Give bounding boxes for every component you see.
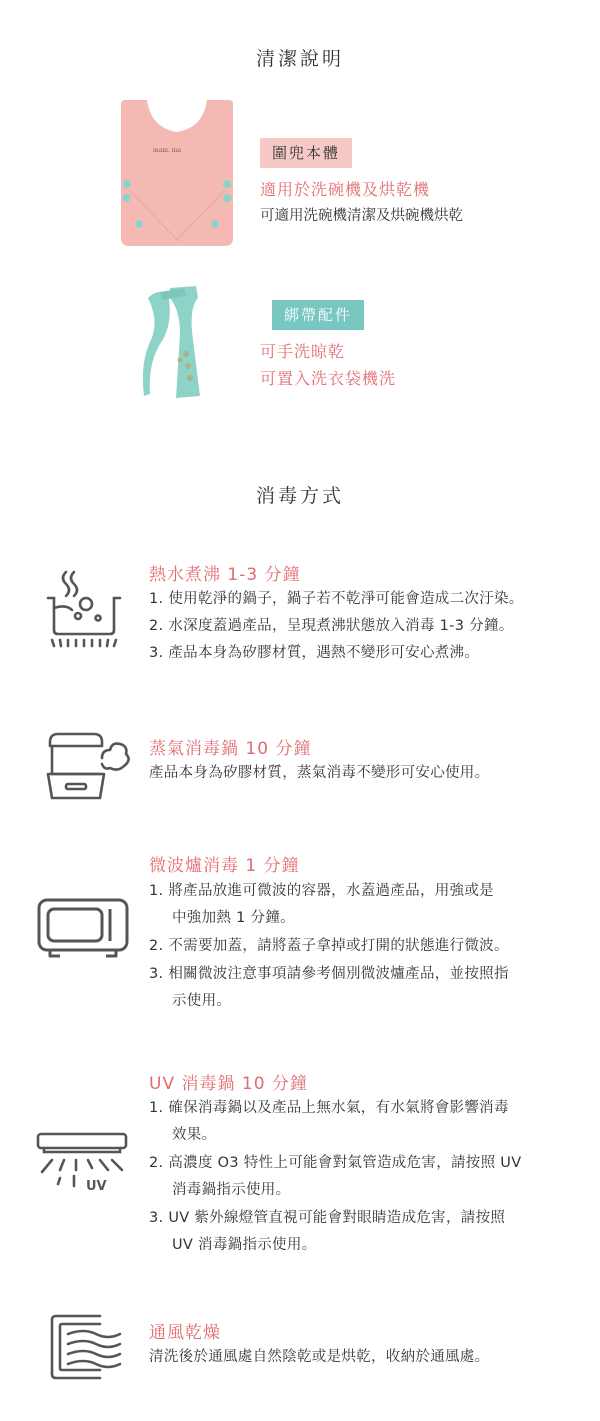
uv-icon-label: UV (86, 1179, 107, 1194)
bib-highlight: 適用於洗碗機及烘乾機 (260, 180, 431, 199)
method-boiling-line-3: 3. 產品本身為矽膠材質，遇熱不變形可安心煮沸。 (149, 645, 480, 661)
method-boiling-line-1: 1. 使用乾淨的鍋子，鍋子若不乾淨可能會造成二次汙染。 (149, 591, 524, 607)
method-uv-line-6: UV 消毒鍋指示使用。 (172, 1237, 317, 1253)
method-uv-line-2: 效果。 (172, 1127, 217, 1143)
method-boiling-line-2: 2. 水深度蓋過產品，呈現煮沸狀態放入消毒 1-3 分鐘。 (149, 618, 514, 634)
method-uv-line-1: 1. 確保消毒鍋以及產品上無水氣，有水氣將會影響消毒 (149, 1100, 509, 1116)
method-ventilation-title: 通風乾燥 (149, 1323, 221, 1343)
strap-line-2: 可置入洗衣袋機洗 (260, 369, 397, 388)
method-uv-line-4: 消毒鍋指示使用。 (172, 1182, 291, 1198)
strap-image (140, 284, 215, 404)
strap-tag: 綁帶配件 (272, 300, 364, 330)
method-steam-title: 蒸氣消毒鍋 10 分鐘 (149, 739, 312, 759)
method-uv-line-3: 2. 高濃度 O3 特性上可能會對氣管造成危害，請按照 UV (149, 1155, 522, 1171)
method-microwave-line-5: 示使用。 (172, 993, 232, 1009)
bib-desc: 可適用洗碗機清潔及烘碗機烘乾 (260, 208, 463, 224)
boiling-pot-icon (44, 570, 124, 650)
steam-sterilizer-icon (44, 728, 130, 804)
bib-image (117, 98, 237, 248)
method-microwave-line-1: 1. 將產品放進可微波的容器，水蓋過產品，用強或是 (149, 883, 494, 899)
method-uv-line-5: 3. UV 紫外線燈管直視可能會對眼睛造成危害，請按照 (149, 1210, 506, 1226)
microwave-icon (36, 897, 130, 959)
uv-lamp-icon (34, 1130, 130, 1196)
cleaning-title: 清潔說明 (255, 48, 344, 70)
method-uv-title: UV 消毒鍋 10 分鐘 (149, 1074, 308, 1094)
strap-line-1: 可手洗晾乾 (260, 342, 346, 361)
bib-tag: 圍兜本體 (260, 138, 352, 168)
method-boiling-title: 熱水煮沸 1-3 分鐘 (149, 565, 301, 585)
method-ventilation-line-1: 清洗後於通風處自然陰乾或是烘乾，收納於通風處。 (149, 1349, 490, 1365)
method-microwave-line-3: 2. 不需要加蓋，請將蓋子拿掉或打開的狀態進行微波。 (149, 938, 509, 954)
ventilation-icon (48, 1312, 124, 1382)
method-microwave-line-2: 中強加熱 1 分鐘。 (172, 910, 295, 926)
method-steam-line-1: 產品本身為矽膠材質，蒸氣消毒不變形可安心使用。 (149, 765, 490, 781)
method-microwave-title: 微波爐消毒 1 分鐘 (149, 856, 300, 876)
sterilize-title: 消毒方式 (255, 485, 344, 507)
method-microwave-line-4: 3. 相關微波注意事項請參考個別微波爐產品，並按照指 (149, 966, 509, 982)
bib-brand-label: mam. ma (153, 147, 182, 154)
